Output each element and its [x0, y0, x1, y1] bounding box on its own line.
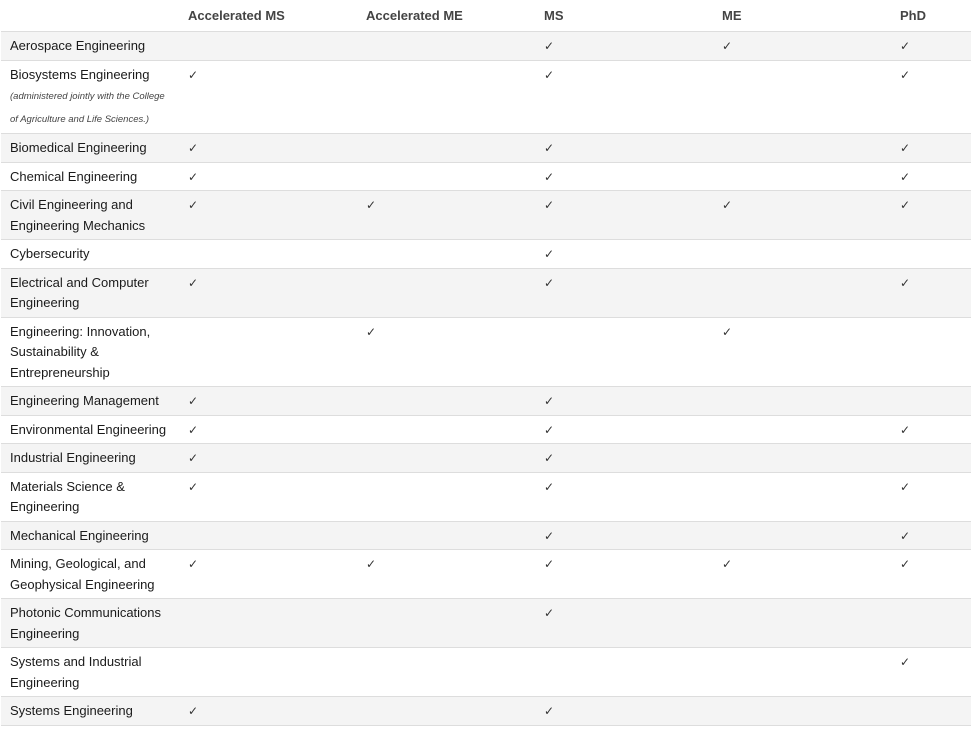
cell-accelerated-me	[357, 550, 535, 599]
check-mark-icon: ✓	[544, 141, 555, 155]
program-name-cell	[1, 60, 179, 134]
header-phd: PhD	[891, 0, 971, 32]
cell-phd	[891, 472, 971, 521]
cell-accelerated-me	[357, 162, 535, 191]
check-mark-icon: ✓	[544, 557, 555, 571]
check-mark-icon: ✓	[544, 247, 555, 261]
cell-accelerated-me	[357, 60, 535, 134]
program-name: Civil Engineering and Engineering Mechanics	[10, 197, 146, 233]
cell-ms	[535, 162, 713, 191]
program-name: Cybersecurity	[10, 246, 90, 261]
cell-ms	[535, 240, 713, 269]
check-mark-icon: ✓	[544, 169, 555, 184]
table-row	[1, 387, 971, 416]
check-mark-icon: ✓	[900, 141, 911, 155]
program-name-cell	[1, 521, 179, 550]
cell-me	[713, 550, 891, 599]
cell-ms	[535, 697, 713, 726]
cell-me	[713, 134, 891, 163]
program-name: Electrical and Computer Engineering	[10, 274, 149, 310]
check-mark-icon: ✓	[722, 198, 733, 212]
cell-ms	[535, 550, 713, 599]
table-row	[1, 134, 971, 163]
cell-me	[713, 415, 891, 444]
program-name: Photonic Communications Engineering	[10, 605, 162, 641]
degree-programs-table	[1, 0, 971, 726]
cell-accelerated-me	[357, 521, 535, 550]
check-mark-icon: ✓	[544, 394, 555, 408]
check-mark-icon: ✓	[544, 528, 555, 543]
cell-phd	[891, 599, 971, 648]
program-name-cell	[1, 550, 179, 599]
cell-phd	[891, 444, 971, 473]
cell-me	[713, 387, 891, 416]
cell-ms	[535, 268, 713, 317]
check-mark-icon: ✓	[188, 479, 199, 494]
program-name-cell	[1, 317, 179, 387]
cell-me	[713, 648, 891, 697]
cell-accelerated-ms	[179, 317, 357, 387]
program-name: Industrial Engineering	[10, 450, 136, 465]
program-name: Environmental Engineering	[10, 421, 167, 437]
program-name: Aerospace Engineering	[10, 38, 146, 53]
cell-ms	[535, 134, 713, 163]
cell-accelerated-ms	[179, 387, 357, 416]
cell-ms	[535, 32, 713, 61]
cell-accelerated-ms	[179, 60, 357, 134]
program-name: Systems and Industrial Engineering	[10, 654, 142, 690]
cell-accelerated-me	[357, 134, 535, 163]
table-row	[1, 191, 971, 240]
cell-phd	[891, 60, 971, 134]
cell-phd	[891, 191, 971, 240]
cell-ms	[535, 317, 713, 387]
cell-phd	[891, 697, 971, 726]
program-name: Materials Science & Engineering	[10, 478, 125, 514]
cell-accelerated-ms	[179, 32, 357, 61]
cell-accelerated-me	[357, 191, 535, 240]
cell-phd	[891, 32, 971, 61]
check-mark-icon: ✓	[188, 67, 199, 82]
cell-accelerated-ms	[179, 415, 357, 444]
cell-me	[713, 162, 891, 191]
program-name-cell	[1, 387, 179, 416]
check-mark-icon: ✓	[722, 39, 733, 53]
cell-accelerated-ms	[179, 697, 357, 726]
cell-me	[713, 32, 891, 61]
program-name-cell	[1, 191, 179, 240]
check-mark-icon: ✓	[544, 39, 555, 53]
table-row	[1, 472, 971, 521]
program-name-cell	[1, 648, 179, 697]
header-program	[1, 0, 179, 32]
header-me: ME	[713, 0, 891, 32]
check-mark-icon: ✓	[900, 67, 911, 82]
table-row	[1, 415, 971, 444]
cell-phd	[891, 387, 971, 416]
check-mark-icon: ✓	[366, 198, 377, 212]
cell-phd	[891, 162, 971, 191]
cell-ms	[535, 387, 713, 416]
cell-accelerated-me	[357, 444, 535, 473]
cell-me	[713, 599, 891, 648]
cell-me	[713, 521, 891, 550]
cell-accelerated-me	[357, 599, 535, 648]
program-name: Systems Engineering	[10, 703, 133, 718]
check-mark-icon: ✓	[900, 655, 911, 669]
cell-me	[713, 697, 891, 726]
table-row	[1, 32, 971, 61]
check-mark-icon: ✓	[188, 169, 199, 184]
table-row	[1, 162, 971, 191]
cell-phd	[891, 648, 971, 697]
header-ms: MS	[535, 0, 713, 32]
check-mark-icon: ✓	[544, 422, 555, 437]
cell-ms	[535, 444, 713, 473]
cell-accelerated-me	[357, 415, 535, 444]
cell-me	[713, 240, 891, 269]
cell-phd	[891, 521, 971, 550]
cell-accelerated-me	[357, 472, 535, 521]
cell-accelerated-ms	[179, 550, 357, 599]
cell-accelerated-me	[357, 648, 535, 697]
check-mark-icon: ✓	[188, 557, 199, 571]
check-mark-icon: ✓	[544, 451, 555, 465]
check-mark-icon: ✓	[366, 324, 377, 339]
check-mark-icon: ✓	[188, 451, 199, 465]
program-name: Biosystems Engineering	[10, 66, 150, 82]
cell-me	[713, 472, 891, 521]
check-mark-icon: ✓	[900, 169, 911, 184]
program-name-cell	[1, 697, 179, 726]
header-accelerated-me: Accelerated ME	[357, 0, 535, 32]
cell-phd	[891, 134, 971, 163]
check-mark-icon: ✓	[544, 67, 555, 82]
cell-accelerated-ms	[179, 134, 357, 163]
header-row	[1, 0, 971, 32]
table-row	[1, 444, 971, 473]
cell-accelerated-me	[357, 387, 535, 416]
check-mark-icon: ✓	[544, 606, 555, 620]
cell-ms	[535, 60, 713, 134]
table-row	[1, 599, 971, 648]
cell-accelerated-ms	[179, 521, 357, 550]
check-mark-icon: ✓	[188, 394, 199, 408]
cell-ms	[535, 472, 713, 521]
cell-accelerated-ms	[179, 268, 357, 317]
program-name-cell	[1, 415, 179, 444]
cell-phd	[891, 240, 971, 269]
cell-accelerated-ms	[179, 599, 357, 648]
check-mark-icon: ✓	[900, 557, 911, 571]
program-name: Mining, Geological, and Geophysical Engineering	[10, 556, 155, 592]
cell-accelerated-ms	[179, 472, 357, 521]
program-name-cell	[1, 599, 179, 648]
check-mark-icon: ✓	[722, 324, 733, 339]
program-name-cell	[1, 134, 179, 163]
table-row	[1, 550, 971, 599]
table-row	[1, 60, 971, 134]
check-mark-icon: ✓	[722, 557, 733, 571]
check-mark-icon: ✓	[900, 422, 911, 437]
program-name: Engineering: Innovation, Sustainability & Entrepreneurship	[10, 323, 151, 380]
check-mark-icon: ✓	[544, 479, 555, 494]
check-mark-icon: ✓	[900, 479, 911, 494]
program-name: Biomedical Engineering	[10, 140, 147, 155]
check-mark-icon: ✓	[188, 704, 199, 718]
program-name: Chemical Engineering	[10, 168, 138, 184]
cell-phd	[891, 268, 971, 317]
program-note: (administered jointly with the College of Agriculture and Life Sciences.)	[10, 91, 165, 125]
cell-accelerated-me	[357, 32, 535, 61]
program-name-cell	[1, 32, 179, 61]
cell-accelerated-ms	[179, 444, 357, 473]
cell-ms	[535, 648, 713, 697]
cell-me	[713, 60, 891, 134]
program-name: Engineering Management	[10, 393, 159, 408]
table-row	[1, 697, 971, 726]
cell-phd	[891, 415, 971, 444]
cell-accelerated-me	[357, 697, 535, 726]
check-mark-icon: ✓	[188, 198, 199, 212]
check-mark-icon: ✓	[188, 141, 199, 155]
check-mark-icon: ✓	[544, 704, 555, 718]
check-mark-icon: ✓	[366, 557, 377, 571]
cell-me	[713, 191, 891, 240]
program-name-cell	[1, 472, 179, 521]
program-name: Mechanical Engineering	[10, 527, 149, 543]
table-row	[1, 521, 971, 550]
cell-accelerated-ms	[179, 240, 357, 269]
cell-me	[713, 268, 891, 317]
cell-accelerated-ms	[179, 162, 357, 191]
check-mark-icon: ✓	[900, 198, 911, 212]
table-row	[1, 268, 971, 317]
cell-ms	[535, 599, 713, 648]
cell-me	[713, 317, 891, 387]
program-name-cell	[1, 240, 179, 269]
cell-accelerated-ms	[179, 191, 357, 240]
check-mark-icon: ✓	[544, 275, 555, 290]
cell-accelerated-me	[357, 240, 535, 269]
cell-ms	[535, 415, 713, 444]
cell-accelerated-me	[357, 317, 535, 387]
check-mark-icon: ✓	[188, 422, 199, 437]
cell-accelerated-me	[357, 268, 535, 317]
check-mark-icon: ✓	[900, 528, 911, 543]
check-mark-icon: ✓	[900, 39, 911, 53]
table-body	[1, 32, 971, 726]
cell-phd	[891, 317, 971, 387]
program-name-cell	[1, 162, 179, 191]
cell-me	[713, 444, 891, 473]
table-row	[1, 648, 971, 697]
cell-ms	[535, 521, 713, 550]
table-row	[1, 240, 971, 269]
cell-phd	[891, 550, 971, 599]
program-name-cell	[1, 268, 179, 317]
table-header	[1, 0, 971, 32]
cell-accelerated-ms	[179, 648, 357, 697]
program-name-cell	[1, 444, 179, 473]
check-mark-icon: ✓	[900, 275, 911, 290]
check-mark-icon: ✓	[188, 275, 199, 290]
header-accelerated-ms: Accelerated MS	[179, 0, 357, 32]
check-mark-icon: ✓	[544, 198, 555, 212]
cell-ms	[535, 191, 713, 240]
table-row	[1, 317, 971, 387]
